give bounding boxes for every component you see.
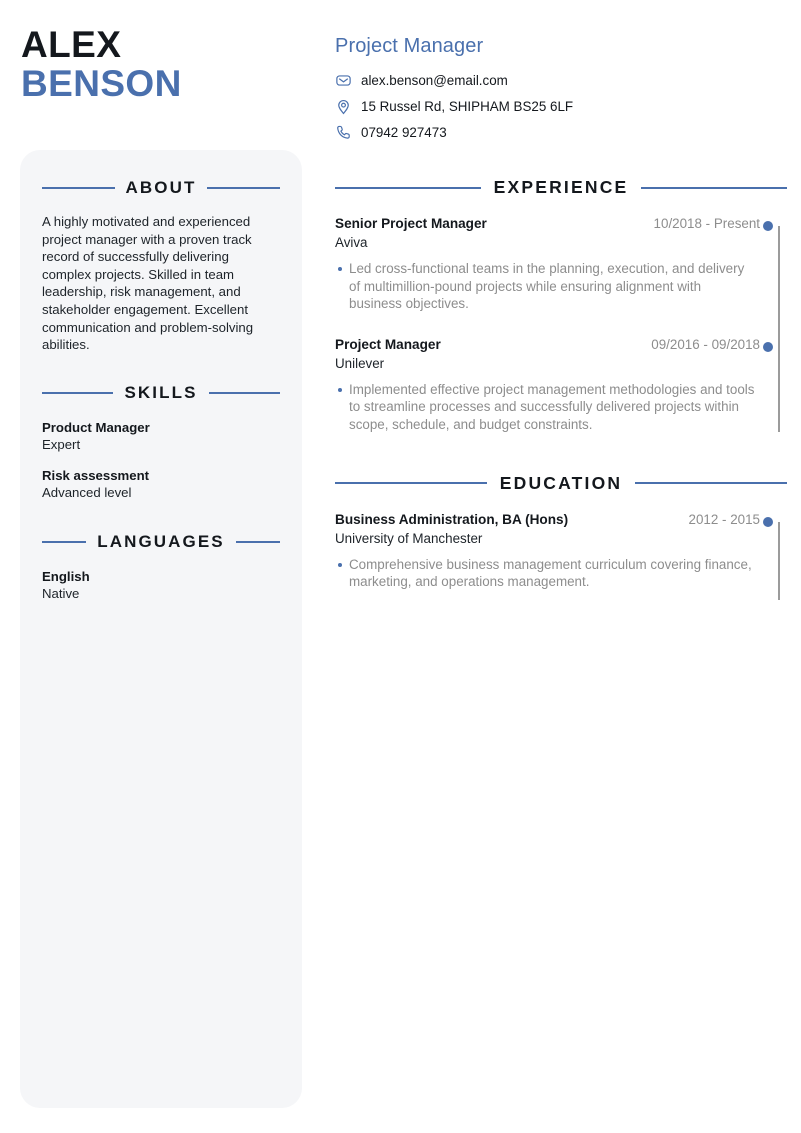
entry-institution: University of Manchester: [335, 530, 483, 546]
skill-item: [42, 419, 280, 453]
section-title-skills: SKILLS: [124, 382, 198, 402]
entry-degree: Business Administration, BA (Hons): [335, 511, 569, 527]
language-item: [42, 568, 280, 602]
entry-bullet: Comprehensive business management curriculum covering finance, marketing, and operations management.: [349, 556, 757, 591]
contact-item-address[interactable]: [335, 97, 787, 115]
entry-header: [335, 511, 787, 529]
timeline-dot: [763, 342, 773, 352]
divider-rule-right: [236, 541, 280, 543]
section-title-experience: EXPERIENCE: [493, 177, 629, 197]
language-name: English: [42, 568, 90, 584]
entry-header: [335, 215, 787, 233]
language-level: Native: [42, 585, 80, 601]
main-column: [335, 0, 787, 591]
contact-item-phone[interactable]: [335, 123, 787, 141]
divider-rule-left: [335, 187, 481, 189]
entry-bullets: [335, 260, 787, 313]
entry-bullets: [335, 381, 787, 434]
experience-section: [335, 177, 787, 434]
entry-bullet: Implemented effective project management methodologies and tools to streamline processes and successfully delivered projects within scope, schedule, and budget constraints.: [349, 381, 757, 434]
entry-organization: Unilever: [335, 355, 385, 371]
entry-role: Senior Project Manager: [335, 216, 487, 231]
divider-rule-right: [635, 482, 787, 484]
timeline-dot: [763, 221, 773, 231]
experience-entry: [335, 215, 787, 313]
divider-rule-right: [209, 392, 280, 394]
candidate-name: [21, 26, 311, 104]
experience-entry: [335, 336, 787, 434]
location-pin-icon: [335, 98, 352, 115]
divider-rule-right: [641, 187, 787, 189]
divider-rule-left: [42, 392, 113, 394]
education-entry: [335, 511, 787, 591]
job-title: Project Manager: [335, 35, 484, 57]
education-section: [335, 473, 787, 591]
experience-timeline: [335, 215, 787, 434]
contact-email-text: alex.benson@email.com: [361, 72, 508, 88]
contact-phone-text: 07942 927473: [361, 124, 447, 140]
about-text: A highly motivated and experienced project manager with a proven track record of successfully delivering complex projects. Skilled in team leadership, risk management, and stakeholder engagement. Excellent communication and problem-solving abilities.: [42, 214, 254, 353]
section-header-about: [42, 178, 280, 198]
contact-item-email[interactable]: [335, 71, 787, 89]
envelope-icon: [335, 72, 352, 89]
phone-icon: [335, 124, 352, 141]
section-title-education: EDUCATION: [499, 472, 623, 493]
section-header-education: [335, 473, 787, 494]
sidebar-content: [20, 150, 302, 602]
skill-name: Product Manager: [42, 419, 150, 435]
entry-role: Project Manager: [335, 336, 441, 352]
section-title-languages: LANGUAGES: [97, 531, 225, 551]
divider-rule-left: [335, 482, 487, 484]
entry-organization: Aviva: [335, 235, 368, 250]
skill-item: [42, 467, 280, 501]
left-column: [0, 0, 320, 1133]
first-name: ALEX: [21, 24, 122, 65]
divider-rule-right: [207, 187, 280, 189]
skills-list: [42, 419, 280, 501]
contact-address-text: 15 Russel Rd, SHIPHAM BS25 6LF: [361, 98, 574, 114]
entry-dates: 09/2016 - 09/2018: [651, 336, 760, 352]
entry-dates: 10/2018 - Present: [653, 216, 760, 231]
section-header-experience: [335, 177, 787, 198]
entry-dates: 2012 - 2015: [688, 511, 760, 527]
last-name: BENSON: [21, 63, 182, 104]
section-header-languages: [42, 532, 280, 552]
contact-list: [335, 71, 787, 141]
skill-name: Risk assessment: [42, 467, 150, 483]
section-header-skills: [42, 383, 280, 403]
section-title-about: ABOUT: [125, 178, 197, 197]
skill-level: Expert: [42, 436, 81, 452]
languages-list: [42, 568, 280, 602]
sidebar-card: [20, 150, 302, 1108]
divider-rule-left: [42, 541, 86, 543]
timeline-dot: [763, 517, 773, 527]
entry-bullet: Led cross-functional teams in the planning, execution, and delivery of multimillion-pound projects while ensuring alignment with business objectives.: [349, 260, 757, 313]
entry-bullets: [335, 556, 787, 591]
entry-header: [335, 336, 787, 354]
divider-rule-left: [42, 187, 115, 189]
skill-level: Advanced level: [42, 484, 132, 500]
education-timeline: [335, 511, 787, 591]
